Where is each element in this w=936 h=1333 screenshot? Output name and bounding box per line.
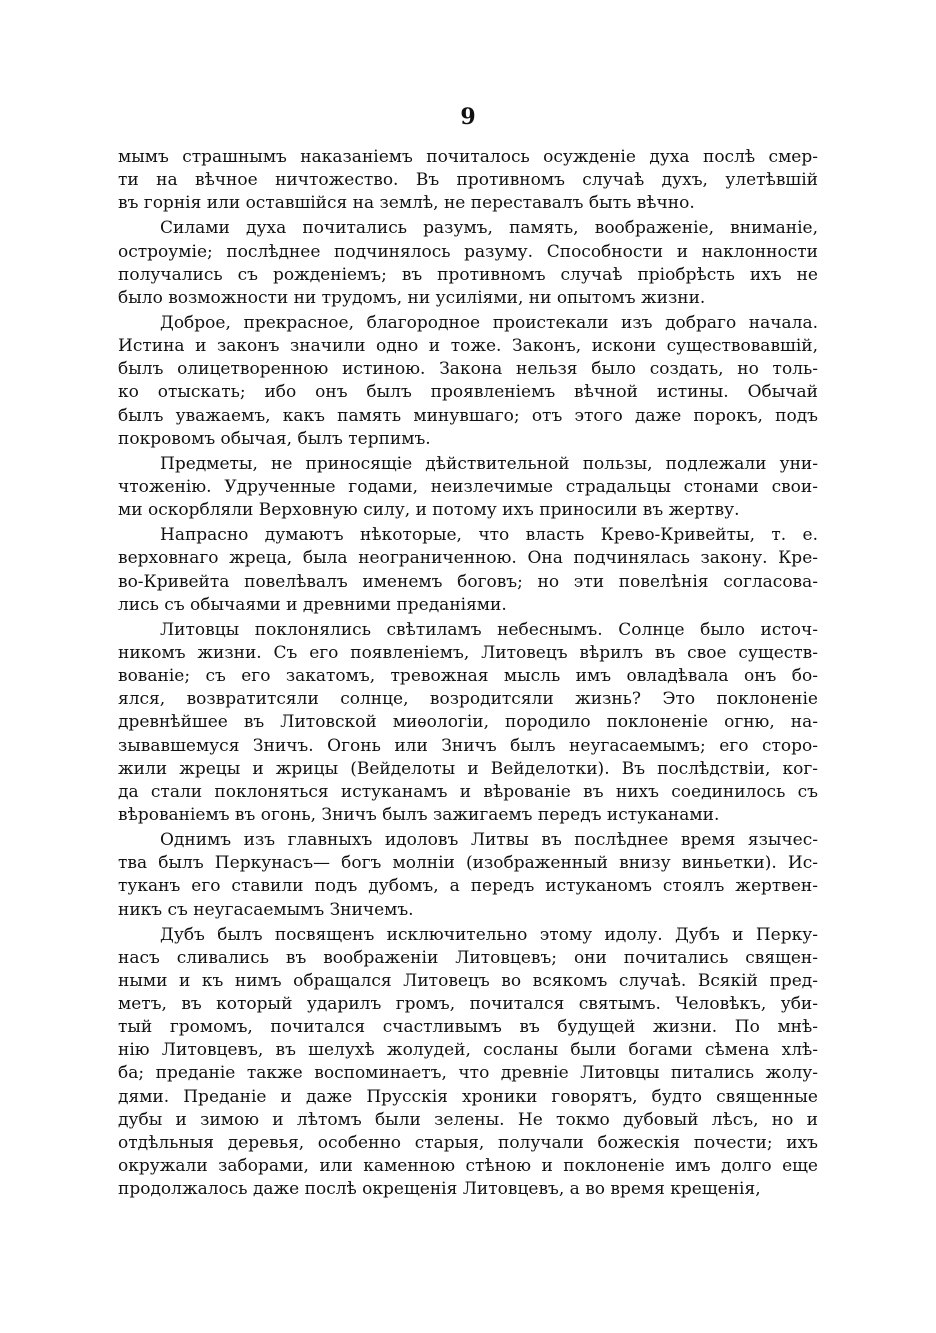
text-line: Истина и законъ значили одно и тоже. Законъ, искони существовавшій, (118, 336, 818, 357)
text-line: дубы и зимою и лѣтомъ были зелены. Не токмо дубовый лѣсъ, но и (118, 1109, 818, 1130)
text-line: вѣрованіемъ въ огонь, Зничъ былъ зажигаемъ передъ истуканами. (118, 804, 720, 825)
text-line: остроуміе; послѣднее подчинялось разуму. Способности и наклонности (118, 241, 818, 262)
text-line: ми оскорбляли Верховную силу, и потому ихъ приносили въ жертву. (118, 500, 740, 521)
text-line: Силами духа почитались разумъ, память, воображеніе, вниманіе, (160, 218, 818, 239)
text-line: зывавшемуся Зничъ. Огонь или Зничъ былъ неугасаемымъ; его сторо- (118, 735, 818, 756)
text-line: ко отыскать; ибо онъ былъ проявленіемъ вѣчной истины. Обычай (118, 382, 818, 403)
text-line: древнѣйшее въ Литовской миѳологіи, породило поклоненіе огню, на- (118, 712, 818, 733)
text-line: окружали заборами, или каменною стѣною и поклоненіе имъ долго еще (118, 1156, 818, 1177)
text-line: вованіе; съ его закатомъ, тревожная мысль имъ овладѣвала онъ бо- (118, 666, 818, 687)
body-text (118, 146, 818, 1201)
paragraph (118, 829, 818, 922)
text-line: Литовцы поклонялись свѣтиламъ небеснымъ. Солнце было источ- (160, 619, 818, 640)
paragraph (118, 524, 818, 617)
text-line: получались съ рожденіемъ; въ противномъ случаѣ пріобрѣсть ихъ не (118, 264, 818, 285)
paragraph (118, 217, 818, 310)
text-line: жили жрецы и жрицы (Вейделоты и Вейделотки). Въ послѣдствіи, ког- (118, 758, 818, 779)
text-line: продолжалось даже послѣ окрещенія Литовцевъ, а во время крещенія, (118, 1179, 761, 1200)
text-line: ными и къ нимъ обращался Литовецъ во всякомъ случаѣ. Всякій пред- (118, 970, 818, 991)
text-line: Напрасно думаютъ нѣкоторые, что власть Крево-Кривейты, т. е. (160, 525, 818, 546)
text-line: насъ сливались въ воображеніи Литовцевъ; они почитались священ- (118, 947, 818, 968)
text-line: нію Литовцевъ, въ шелухѣ жолудей, сосланы были богами сѣмена хлѣ- (118, 1040, 818, 1061)
text-line: ялся, возвратитсяли солнце, возродитсяли жизнь? Это поклоненіе (118, 689, 818, 710)
text-line: тый громомъ, почитался счастливымъ въ будущей жизни. По мнѣ- (118, 1017, 818, 1038)
text-line: Дубъ былъ посвященъ исключительно этому идолу. Дубъ и Перку- (160, 924, 818, 945)
text-line: никомъ жизни. Съ его появленіемъ, Литовецъ вѣрилъ въ свое существ- (118, 642, 818, 663)
text-line: было возможности ни трудомъ, ни усиліями, ни опытомъ жизни. (118, 287, 706, 308)
paragraph (118, 924, 818, 1202)
paragraph (118, 146, 818, 215)
text-line: туканъ его ставили подъ дубомъ, а передъ истуканомъ стоялъ жертвен- (118, 876, 818, 897)
paragraph (118, 619, 818, 827)
text-line: былъ олицетворенною истиною. Закона нельзя было создать, но толь- (118, 359, 818, 380)
page-number: 9 (460, 104, 476, 130)
text-line: лись съ обычаями и древними преданіями. (118, 594, 507, 615)
text-line: во-Кривейта повелѣвалъ именемъ боговъ; но эти повелѣнія согласова- (118, 571, 818, 592)
text-line: отдѣльныя деревья, особенно старыя, получали божескія почести; ихъ (118, 1132, 818, 1153)
text-line: чтоженію. Удрученные годами, неизлечимые страдальцы стонами свои- (118, 476, 818, 497)
text-line: былъ уважаемъ, какъ память минувшаго; отъ этого даже порокъ, подъ (118, 405, 818, 426)
text-line: верховнаго жреца, была неограниченною. Она подчинялась закону. Кре- (118, 548, 818, 569)
paragraph (118, 312, 818, 451)
paragraph (118, 453, 818, 522)
text-line: да стали поклоняться истуканамъ и вѣрованіе въ нихъ соединилось съ (118, 781, 818, 802)
text-line: покровомъ обычая, былъ терпимъ. (118, 428, 431, 449)
text-line: мымъ страшнымъ наказаніемъ почиталось осужденіе духа послѣ смер- (118, 147, 818, 167)
text-line: Доброе, прекрасное, благородное проистекали изъ добраго начала. (160, 312, 818, 333)
text-line: ба; преданіе также воспоминаетъ, что древніе Литовцы питались жолу- (118, 1063, 818, 1084)
text-line: Однимъ изъ главныхъ идоловъ Литвы въ послѣднее время язычес- (160, 830, 818, 851)
text-line: Предметы, не приносящіе дѣйствительной пользы, подлежали уни- (160, 453, 818, 474)
text-line: метъ, въ который ударилъ громъ, почитался святымъ. Человѣкъ, уби- (118, 994, 818, 1015)
text-line: въ горнія или оставшійся на землѣ, не переставалъ быть вѣчно. (118, 193, 695, 214)
text-line: тва былъ Перкунасъ— богъ молніи (изображенный внизу виньетки). Ис- (118, 853, 818, 874)
text-line: ти на вѣчное ничтожество. Въ противномъ случаѣ духъ, улетѣвшій (118, 170, 818, 191)
text-line: дями. Преданіе и даже Прусскія хроники говорятъ, будто священные (118, 1086, 818, 1107)
text-line: никъ съ неугасаемымъ Зничемъ. (118, 899, 414, 920)
